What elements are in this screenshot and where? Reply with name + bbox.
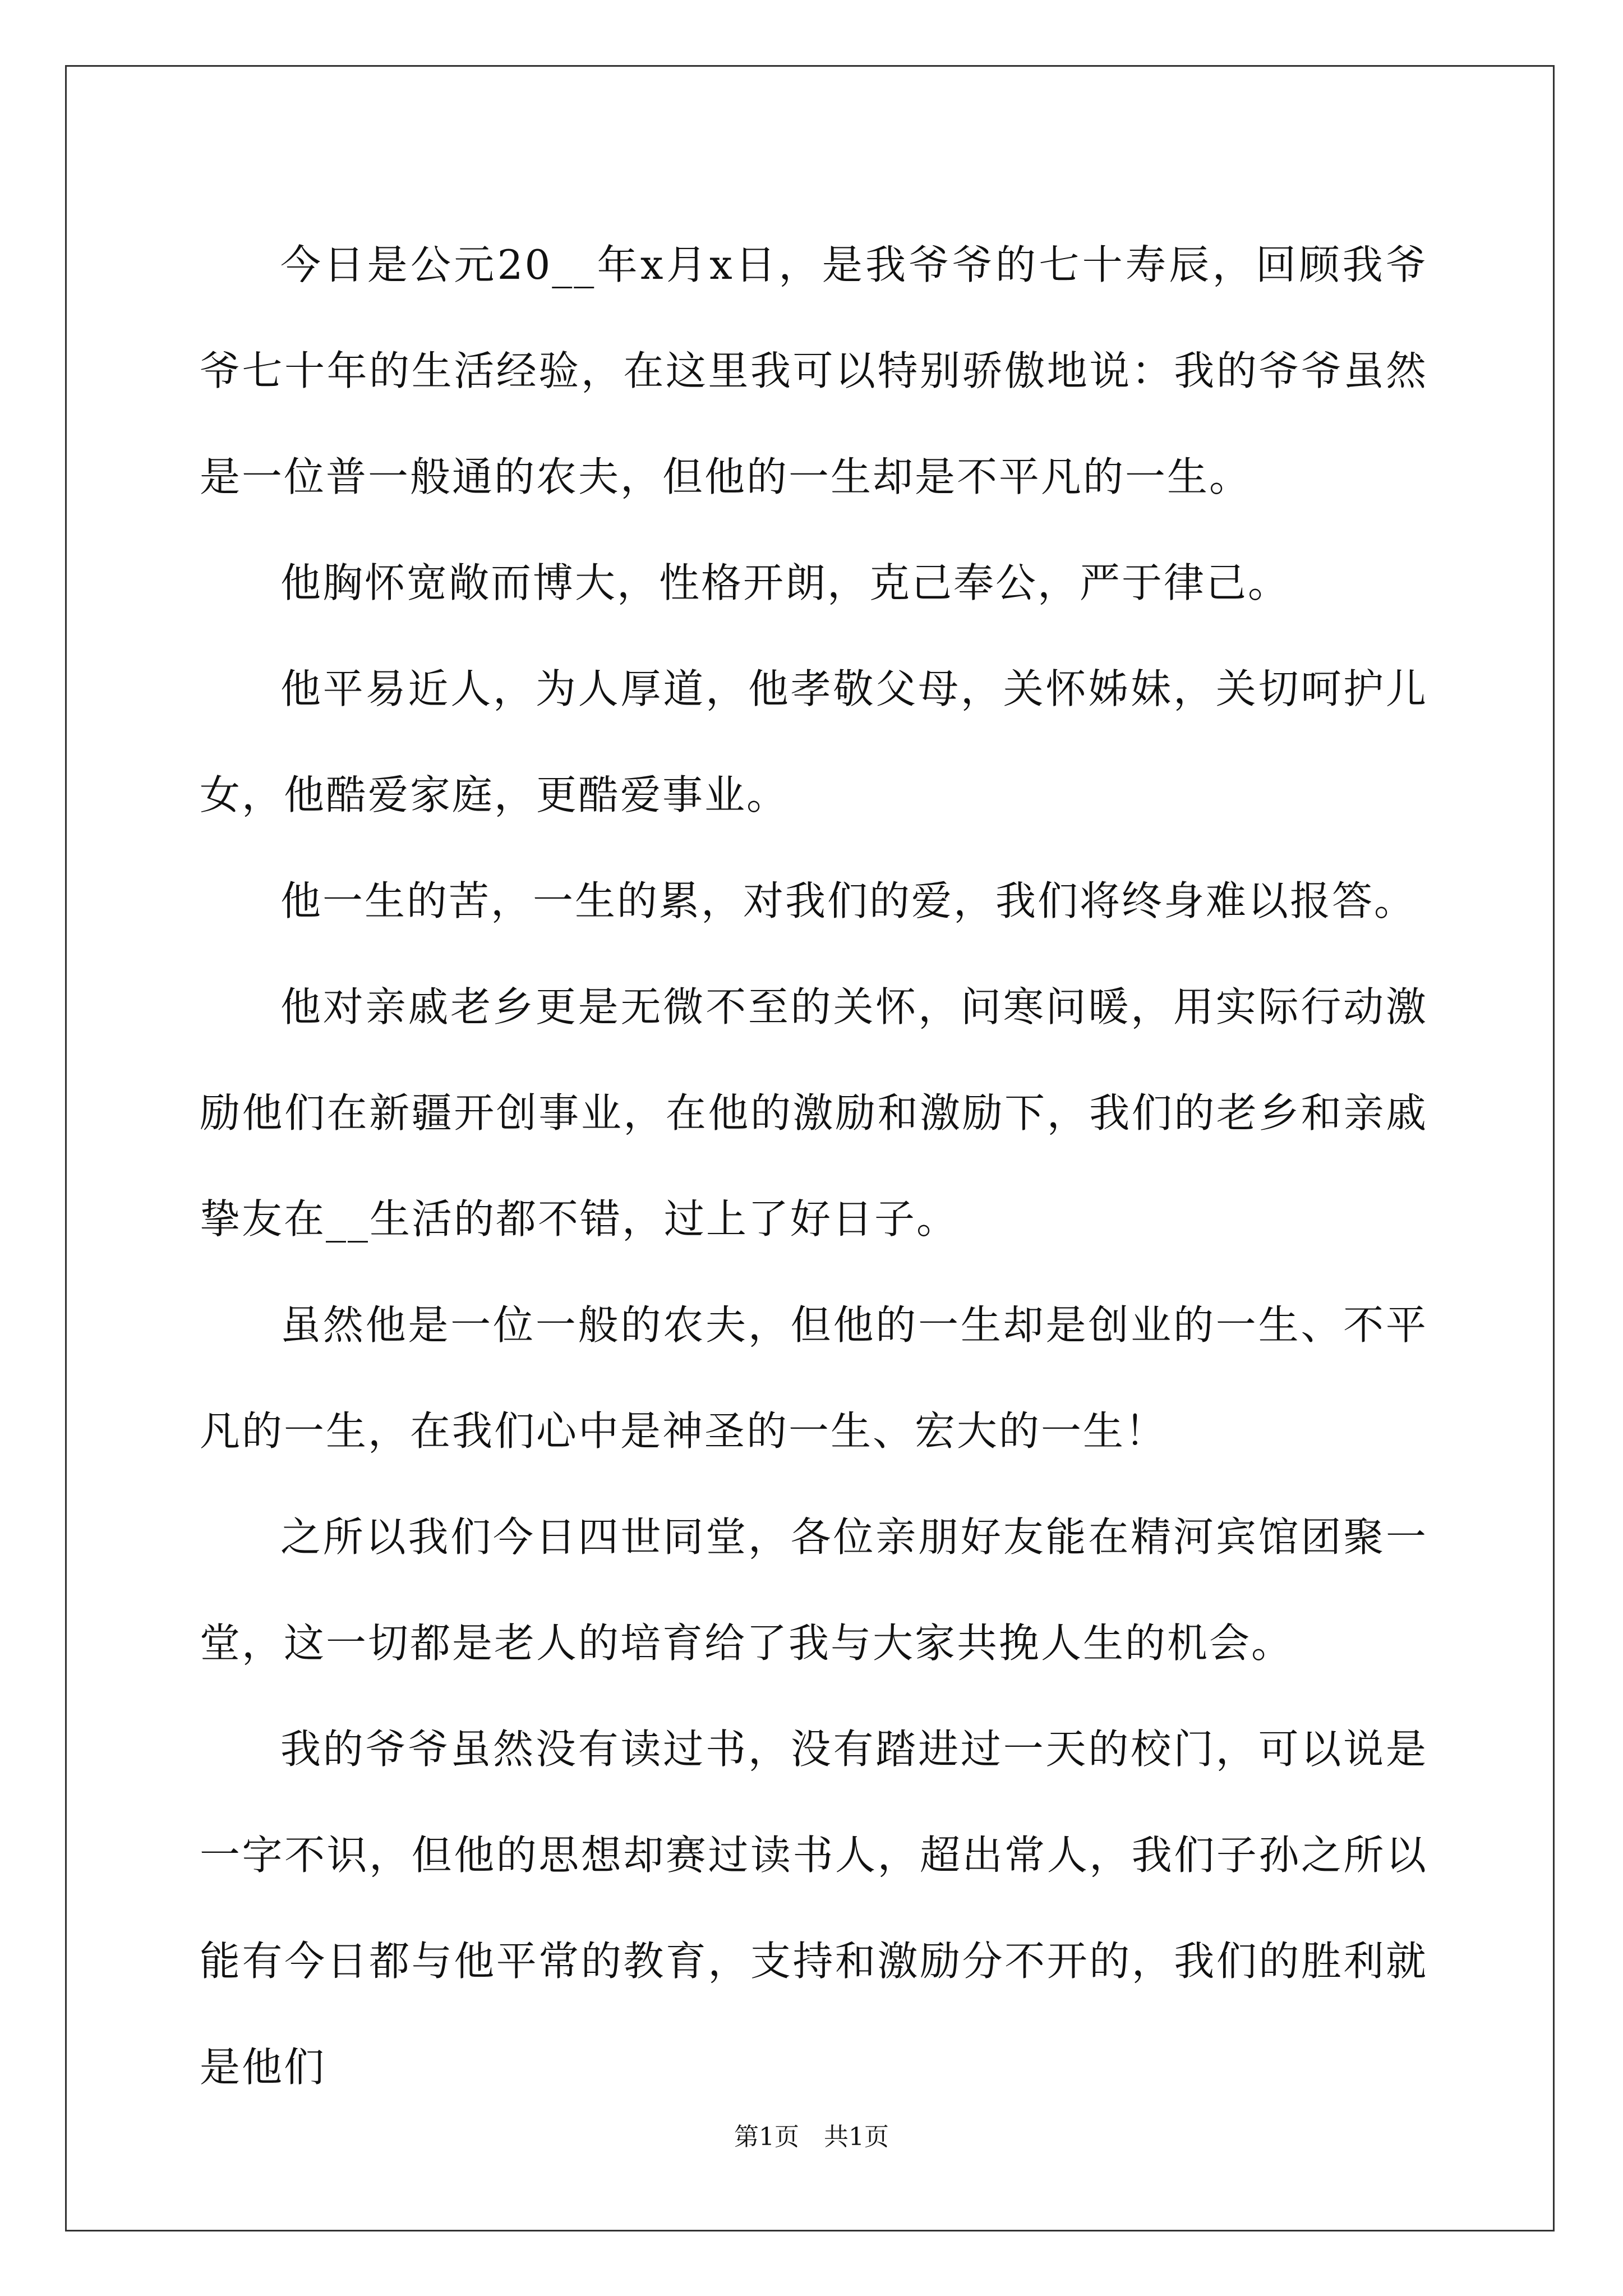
paragraph-7: 之所以我们今日四世同堂，各位亲朋好友能在精河宾馆团聚一堂，这一切都是老人的培育给了我与大家共挽人生的机会。: [200, 1513, 1428, 1667]
paragraph-3: 他平易近人，为人厚道，他孝敬父母，关怀姊妹，关切呵护儿女，他酷爱家庭，更酷爱事业。: [200, 665, 1428, 818]
paragraph-8: 我的爷爷虽然没有读过书，没有踏进过一天的校门，可以说是一字不识，但他的思想却赛过读书人，超出常人，我们子孙之所以能有今日都与他平常的教育，支持和激励分不开的，我们的胜利就是他们: [200, 1726, 1428, 2091]
paragraph-5: 他对亲戚老乡更是无微不至的关怀，问寒问暖，用实际行动激励他们在新疆开创事业，在他的激励和激励下，我们的老乡和亲戚挚友在__生活的都不错，过上了好日子。: [200, 983, 1428, 1243]
paragraph-4: 他一生的苦，一生的累，对我们的爱，我们将终身难以报答。: [280, 877, 1417, 924]
paragraph-2: 他胸怀宽敞而博大，性格开朗，克己奉公，严于律己。: [280, 559, 1290, 606]
paragraph-6: 虽然他是一位一般的农夫，但他的一生却是创业的一生、不平凡的一生，在我们心中是神圣的一生、宏大的一生！: [200, 1301, 1428, 1455]
page-footer: 第1页 共1页: [734, 2123, 889, 2151]
document-body: [200, 212, 1428, 2120]
paragraph-1: 今日是公元20__年x月x日，是我爷爷的七十寿辰，回顾我爷爷七十年的生活经验，在这里我可以特别骄傲地说：我的爷爷虽然是一位普一般通的农夫，但他的一生却是不平凡的一生。: [200, 241, 1428, 500]
